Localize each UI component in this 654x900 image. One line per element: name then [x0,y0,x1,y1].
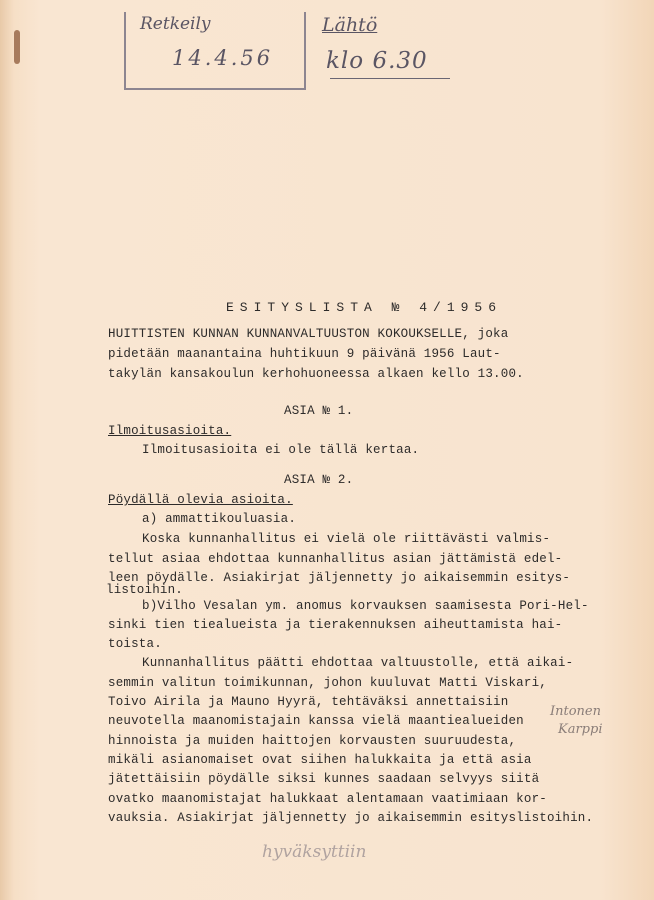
handwritten-departure-label: Lähtö [322,14,378,36]
item2-a-line-1: Koska kunnanhallitus ei vielä ole riittävästi valmis- [142,532,551,546]
handwritten-box-label: Retkeily [140,14,211,34]
item2-b-line-1: b)Vilho Vesalan ym. anomus korvauksen saamisesta Pori-Hel- [142,599,589,613]
handwritten-margin-note-2: Karppi [558,722,603,737]
handwritten-departure-time: klo 6.30 [326,48,428,74]
intro-line-3: takylän kansakoulun kerhohuoneessa alkaen kello 13.00. [108,367,524,381]
decision-line-3: Toivo Airila ja Mauno Hyyrä, tehtäväksi annettaisiin [108,695,509,709]
decision-line-5: hinnoista ja muiden haittojen korvausten suuruudesta, [108,734,517,748]
item2-a-line-3: leen pöydälle. Asiakirjat jäljennetty jo aikaisemmin esitys- [108,571,571,585]
handwritten-margin-note-1: Intonen [550,704,601,719]
decision-line-4: neuvotella maanomistajain kanssa vielä maantiealueiden [108,714,524,728]
handwritten-box-date: 14.4.56 [172,46,274,70]
item1-title: Ilmoitusasioita. [108,424,232,438]
decision-line-1: Kunnanhallitus päätti ehdottaa valtuustolle, että aikai- [142,656,574,670]
item2-a-line-4: listoihin. [106,583,184,597]
binding-hole-mark [14,30,20,64]
item2-b-line-3: toista. [108,637,162,651]
document-title: ESITYSLISTA № 4/1956 [226,300,503,315]
item2-title: Pöydällä olevia asioita. [108,493,293,507]
decision-line-9: vauksia. Asiakirjat jäljennetty jo aikaisemmin esityslistoihin. [108,811,594,825]
intro-line-1: HUITTISTEN KUNNAN KUNNANVALTUUSTON KOKOUKSELLE, joka [108,327,509,341]
item2-b-line-2: sinki tien tiealueista ja tierakennuksen aiheuttamista hai- [108,618,563,632]
item1-body: Ilmoitusasioita ei ole tällä kertaa. [142,443,420,457]
decision-line-6: mikäli asianomaiset ovat siihen halukkaita ja että asia [108,753,532,767]
item2-a-line-2: tellut asiaa ehdottaa kunnanhallitus asian jättämistä edel- [108,552,563,566]
item1-heading: ASIA № 1. [284,404,354,418]
decision-line-2: semmin valitun toimikunnan, johon kuuluvat Matti Viskari, [108,676,547,690]
decision-line-7: jätettäisiin pöydälle siksi kunnes saadaan selvyys siitä [108,772,540,786]
handwritten-bottom-note: hyväksyttiin [262,842,367,862]
item2-heading: ASIA № 2. [284,473,354,487]
intro-line-2: pidetään maanantaina huhtikuun 9 päivänä 1956 Laut- [108,347,501,361]
item2-a-label: a) ammattikouluasia. [142,512,297,526]
handwritten-underline [330,78,450,79]
decision-line-8: ovatko maanomistajat halukkaat alentamaan vaatimiaan kor- [108,792,547,806]
